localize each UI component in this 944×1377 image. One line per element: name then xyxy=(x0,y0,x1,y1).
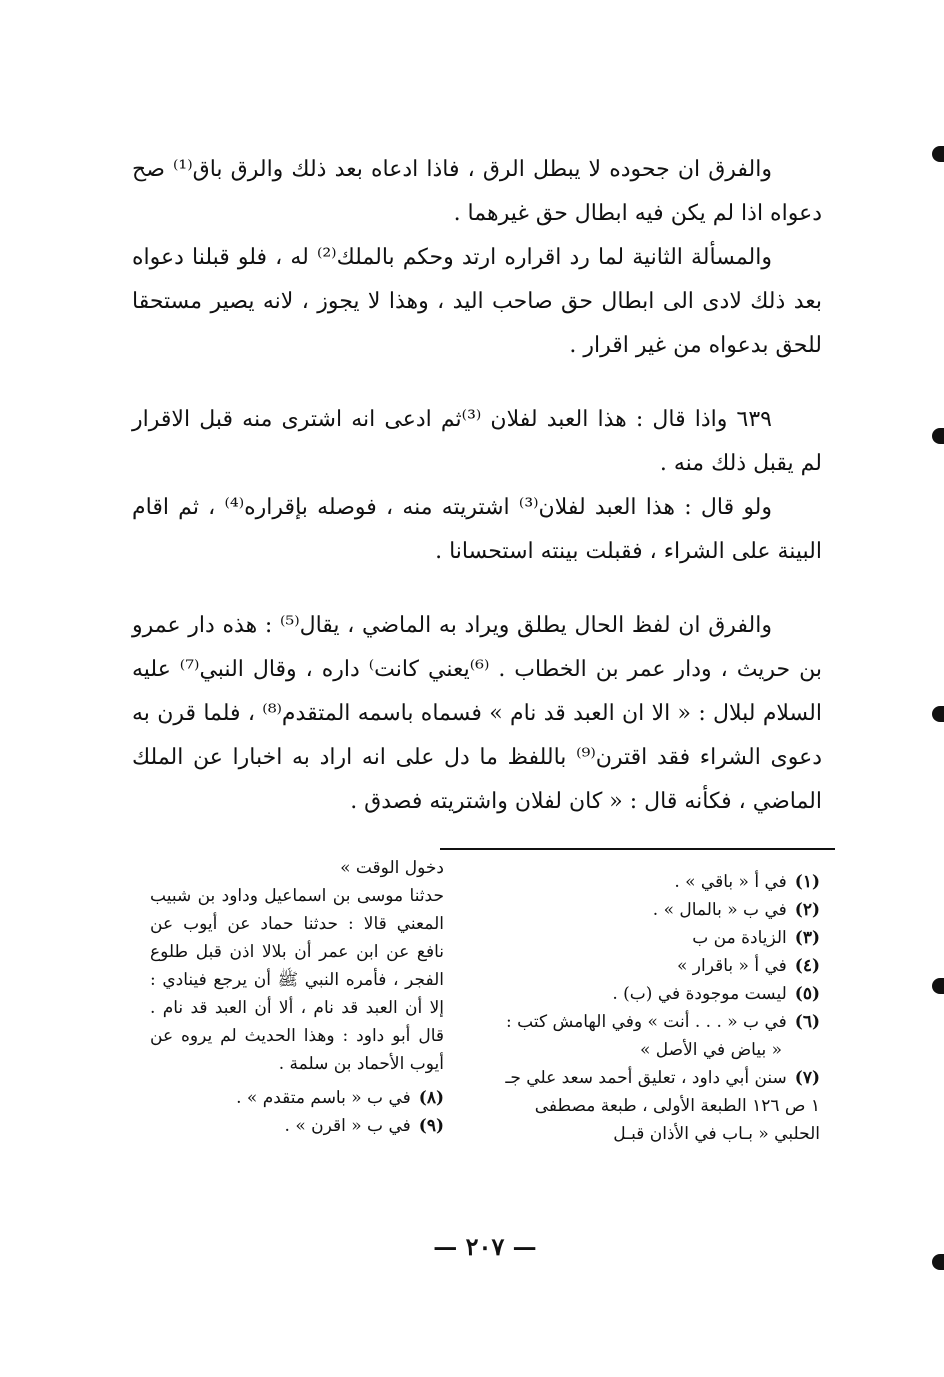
footnote-continuation xyxy=(500,1036,782,1064)
paragraph: والمسألة الثانية لما رد اقراره ارتد وحكم بالملك⁽²⁾ له ، فلو قبلنا دعواه بعد ذلك لادى الى ابطال حق صاحب اليد ، وهذا لا يجوز ، لانه يصير مستحقا للحق بدعواه من غير اقرار . xyxy=(132,245,822,358)
footnote-continuation xyxy=(150,854,444,882)
footnote xyxy=(500,896,820,924)
footnote-divider xyxy=(440,848,835,850)
footnote xyxy=(500,952,820,980)
paragraph: ٦٣٩ واذا قال : هذا العبد لفلان ⁽³⁾ثم ادعى انه اشترى منه قبل الاقرار لم يقبل ذلك منه . xyxy=(132,407,822,476)
footnote xyxy=(500,980,820,1008)
footnote-text: في أ « باقرار » xyxy=(676,956,787,976)
margin-mark xyxy=(932,146,944,162)
footnote xyxy=(150,1112,444,1140)
paragraph: والفرق ان جحوده لا يبطل الرق ، فاذا ادعاه بعد ذلك والرق باق⁽¹⁾ صح دعواه اذا لم يكن فيه ابطال حق غيرهما . xyxy=(132,157,822,226)
paragraph: ولو قال : هذا العبد لفلان⁽³⁾ اشتريته منه ، فوصله بإقراره⁽⁴⁾ ، ثم اقام البينة على الشراء ، فقبلت بينته استحسانا . xyxy=(132,495,822,564)
footnote-text: في ب « اقرن » . xyxy=(284,1116,411,1136)
footnote xyxy=(500,868,820,896)
footnote-text: « بياض في الأصل » xyxy=(639,1040,782,1060)
footnotes-right-column xyxy=(500,868,820,1148)
footnote-text: حدثنا موسى بن اسماعيل وداود بن شبيب المعني قالا : حدثنا حماد عن أيوب عن نافع عن ابن عمر أن بلالا اذن قبل طلوع الفجر ، فأمره النبي ﷺ أن يرجع فينادي : إلا أن العبد قد نام ، ألا أن العبد قد نام . قال أبو داود : وهذا الحديث لم يروه عن أيوب الأحماد بن سلمة . xyxy=(150,886,444,1074)
footnotes-left-column xyxy=(150,854,444,1140)
paragraph: والفرق ان لفظ الحال يطلق ويراد به الماضي ، يقال⁽⁵⁾ : هذه دار عمرو بن حريث ، ودار عمر بن الخطاب . ⁽⁶⁾يعني كانت⁾ داره ، وقال النبي⁽⁷⁾ عليه السلام لبلال : « الا ان العبد قد نام » فسماه باسمه المتقدم⁽⁸⁾ ، فلما قرن به دعوى الشراء فقد اقترن⁽⁹⁾ باللفظ ما دل على انه اراد به اخبارا عن الملك الماضي ، فكأنه قال : « كان لفلان واشتريته فصدق . xyxy=(132,613,823,814)
footnote-continuation xyxy=(150,882,444,1078)
footnote-number: (٨) xyxy=(418,1088,444,1108)
margin-mark xyxy=(932,1254,944,1270)
margin-mark xyxy=(932,706,944,722)
footnote-number: (٢) xyxy=(794,900,820,920)
footnote xyxy=(500,1064,820,1148)
footnote-number: (٥) xyxy=(794,984,820,1004)
footnote xyxy=(150,1084,444,1112)
footnote-text: في ب « . . . أنت » وفي الهامش كتب : xyxy=(506,1012,787,1032)
page-number: — ٢٠٧ — xyxy=(433,1232,537,1261)
footnote-number: (٣) xyxy=(794,928,820,948)
footnote-text: سنن أبي داود ، تعليق أحمد سعد علي جـ ١ ص ١٢٦ الطبعة الأولى ، طبعة مصطفى الحلبي « بـاب في الأذان قبـل xyxy=(505,1068,820,1144)
footnote xyxy=(500,1008,820,1036)
footnote-number: (٧) xyxy=(794,1068,820,1088)
footnote-text: في ب « بالمال » . xyxy=(652,900,787,920)
margin-mark xyxy=(932,428,944,444)
footnote-text: ليست موجودة في (ب) . xyxy=(612,984,787,1004)
margin-mark xyxy=(932,978,944,994)
footnote-text: في ب « باسم متقدم » . xyxy=(236,1088,411,1108)
footnote-text: الزيادة من ب xyxy=(692,928,787,948)
footnote-text: دخول الوقت » xyxy=(340,858,444,878)
footnote xyxy=(500,924,820,952)
footnote-number: (٩) xyxy=(418,1116,444,1136)
main-text xyxy=(132,148,822,824)
footnote-number: (١) xyxy=(794,872,820,892)
footnote-number: (٤) xyxy=(794,956,820,976)
footnote-text: في أ « باقي » . xyxy=(674,872,787,892)
footnote-number: (٦) xyxy=(794,1012,820,1032)
